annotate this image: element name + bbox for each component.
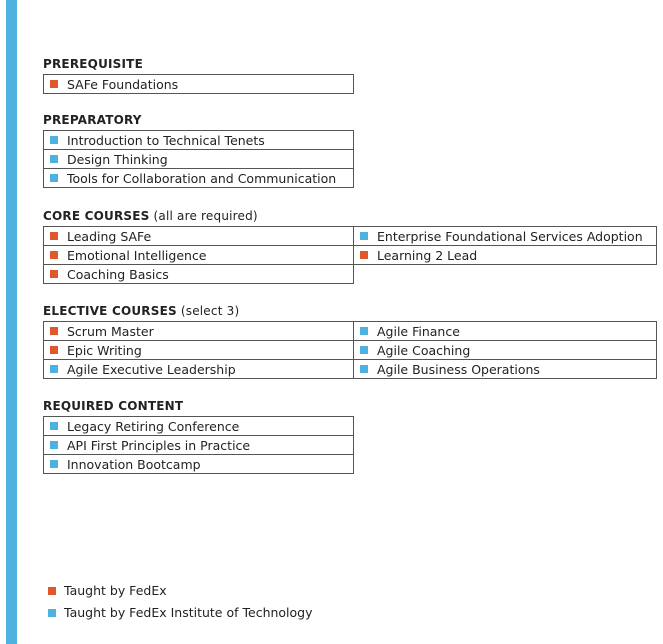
legend-label: Taught by FedEx — [64, 583, 167, 598]
fit-square-icon — [48, 609, 56, 617]
section-note: (all are required) — [149, 209, 258, 223]
fedex-square-icon — [50, 327, 58, 335]
course-label: Design Thinking — [67, 151, 168, 167]
course-cell — [44, 322, 354, 341]
fit-square-icon — [50, 136, 58, 144]
course-cell — [354, 246, 657, 265]
fedex-square-icon — [50, 251, 58, 259]
section-heading: CORE COURSES (all are required) — [43, 209, 258, 223]
course-label: Leading SAFe — [67, 228, 152, 244]
legend-label: Taught by FedEx Institute of Technology — [64, 605, 313, 620]
fit-square-icon — [360, 365, 368, 373]
fedex-square-icon — [50, 346, 58, 354]
course-cell — [354, 360, 657, 379]
course-label: Legacy Retiring Conference — [67, 418, 240, 434]
section-heading: REQUIRED CONTENT — [43, 399, 184, 413]
course-label: Learning 2 Lead — [377, 247, 478, 263]
course-row — [44, 75, 354, 94]
fit-square-icon — [50, 174, 58, 182]
fedex-square-icon — [50, 80, 58, 88]
section-heading: PREREQUISITE — [43, 57, 143, 71]
course-label: Introduction to Technical Tenets — [67, 132, 265, 148]
course-table — [43, 130, 354, 188]
course-label: SAFe Foundations — [67, 76, 179, 92]
section-required — [43, 399, 354, 474]
course-label: Agile Coaching — [377, 342, 471, 358]
course-cell — [44, 265, 354, 284]
course-label: API First Principles in Practice — [67, 437, 251, 453]
fit-square-icon — [50, 441, 58, 449]
course-label: Agile Business Operations — [377, 361, 540, 377]
fit-square-icon — [360, 327, 368, 335]
course-label: Tools for Collaboration and Communication — [67, 170, 337, 186]
course-cell — [44, 360, 354, 379]
course-cell — [354, 341, 657, 360]
empty-cell — [354, 265, 657, 284]
course-cell — [354, 322, 657, 341]
course-cell — [44, 246, 354, 265]
course-row — [44, 417, 354, 436]
course-row — [44, 436, 354, 455]
course-row — [44, 169, 354, 188]
course-row — [44, 131, 354, 150]
course-cell — [44, 227, 354, 246]
fedex-square-icon — [50, 270, 58, 278]
fit-square-icon — [360, 346, 368, 354]
course-label: Innovation Bootcamp — [67, 456, 201, 472]
fit-square-icon — [50, 365, 58, 373]
fit-square-icon — [50, 155, 58, 163]
fit-square-icon — [50, 422, 58, 430]
section-elective — [43, 304, 657, 379]
course-cell — [354, 227, 657, 246]
course-table — [43, 226, 657, 284]
course-table — [43, 321, 657, 379]
fit-square-icon — [50, 460, 58, 468]
course-label: Agile Finance — [377, 323, 460, 339]
course-label: Agile Executive Leadership — [67, 361, 236, 377]
course-cell — [44, 341, 354, 360]
legend-fit — [48, 605, 313, 620]
section-note: (select 3) — [176, 304, 240, 318]
course-row — [44, 455, 354, 474]
fedex-square-icon — [50, 232, 58, 240]
section-heading: PREPARATORY — [43, 113, 142, 127]
section-core — [43, 209, 657, 284]
fedex-square-icon — [360, 251, 368, 259]
fedex-square-icon — [48, 587, 56, 595]
course-label: Coaching Basics — [67, 266, 169, 282]
course-table — [43, 416, 354, 474]
fit-square-icon — [360, 232, 368, 240]
legend-fedex — [48, 583, 167, 598]
section-prerequisite — [43, 57, 354, 94]
course-table — [43, 74, 354, 94]
course-label: Scrum Master — [67, 323, 154, 339]
section-preparatory — [43, 113, 354, 188]
course-label: Enterprise Foundational Services Adoption — [377, 228, 643, 244]
course-label: Emotional Intelligence — [67, 247, 207, 263]
course-row — [44, 150, 354, 169]
course-label: Epic Writing — [67, 342, 142, 358]
section-heading: ELECTIVE COURSES (select 3) — [43, 304, 240, 318]
side-accent-bar — [6, 0, 17, 644]
